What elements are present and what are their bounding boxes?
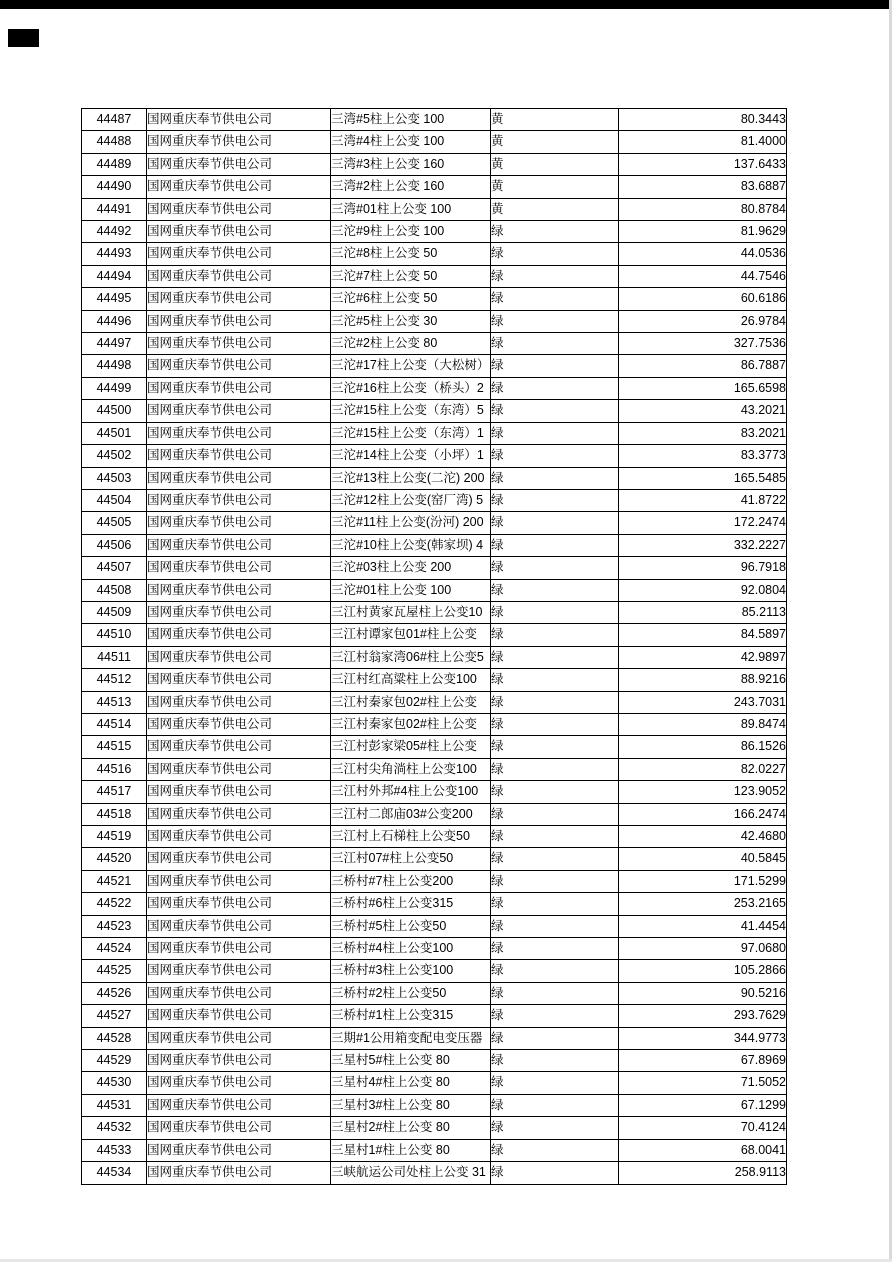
cell-company: 国网重庆奉节供电公司	[147, 938, 331, 960]
cell-value: 84.5897	[619, 624, 787, 646]
cell-device: 三沱#03柱上公变 200	[331, 557, 491, 579]
cell-device: 三桥村#6柱上公变315	[331, 893, 491, 915]
cell-device: 三江村秦家包02#柱上公变	[331, 713, 491, 735]
cell-device: 三江村外邦#4柱上公变100	[331, 781, 491, 803]
cell-company: 国网重庆奉节供电公司	[147, 915, 331, 937]
cell-status: 绿	[491, 310, 619, 332]
cell-id: 44496	[82, 310, 147, 332]
scan-top-bar	[0, 0, 892, 9]
cell-id: 44497	[82, 333, 147, 355]
cell-value: 86.1526	[619, 736, 787, 758]
table-row	[82, 400, 787, 422]
cell-company: 国网重庆奉节供电公司	[147, 713, 331, 735]
cell-value: 137.6433	[619, 153, 787, 175]
table-row	[82, 1005, 787, 1027]
cell-status: 绿	[491, 265, 619, 287]
cell-device: 三沱#9柱上公变 100	[331, 221, 491, 243]
cell-id: 44499	[82, 377, 147, 399]
cell-id: 44521	[82, 870, 147, 892]
cell-company: 国网重庆奉节供电公司	[147, 826, 331, 848]
cell-id: 44534	[82, 1162, 147, 1184]
cell-device: 三沱#13柱上公变(二沱) 200	[331, 467, 491, 489]
cell-company: 国网重庆奉节供电公司	[147, 400, 331, 422]
cell-status: 绿	[491, 938, 619, 960]
cell-value: 44.0536	[619, 243, 787, 265]
cell-id: 44492	[82, 221, 147, 243]
cell-value: 83.2021	[619, 422, 787, 444]
table-row	[82, 803, 787, 825]
table-row	[82, 938, 787, 960]
cell-status: 绿	[491, 848, 619, 870]
cell-device: 三星村3#柱上公变 80	[331, 1094, 491, 1116]
cell-value: 258.9113	[619, 1162, 787, 1184]
cell-value: 67.8969	[619, 1050, 787, 1072]
table-row	[82, 333, 787, 355]
cell-company: 国网重庆奉节供电公司	[147, 669, 331, 691]
cell-status: 绿	[491, 1072, 619, 1094]
table-row	[82, 131, 787, 153]
cell-value: 243.7031	[619, 691, 787, 713]
cell-id: 44495	[82, 288, 147, 310]
cell-company: 国网重庆奉节供电公司	[147, 1117, 331, 1139]
cell-device: 三江村谭家包01#柱上公变	[331, 624, 491, 646]
cell-id: 44491	[82, 198, 147, 220]
cell-value: 171.5299	[619, 870, 787, 892]
table-row	[82, 826, 787, 848]
cell-status: 绿	[491, 221, 619, 243]
table-row	[82, 624, 787, 646]
cell-value: 293.7629	[619, 1005, 787, 1027]
cell-id: 44504	[82, 489, 147, 511]
table-row	[82, 1050, 787, 1072]
cell-company: 国网重庆奉节供电公司	[147, 333, 331, 355]
cell-company: 国网重庆奉节供电公司	[147, 198, 331, 220]
cell-company: 国网重庆奉节供电公司	[147, 489, 331, 511]
cell-status: 绿	[491, 870, 619, 892]
cell-device: 三沱#5柱上公变 30	[331, 310, 491, 332]
cell-id: 44488	[82, 131, 147, 153]
cell-id: 44502	[82, 445, 147, 467]
cell-device: 三沱#01柱上公变 100	[331, 579, 491, 601]
table-row	[82, 960, 787, 982]
cell-company: 国网重庆奉节供电公司	[147, 109, 331, 131]
cell-value: 42.9897	[619, 646, 787, 668]
table-body	[82, 109, 787, 1185]
cell-id: 44505	[82, 512, 147, 534]
table-row	[82, 377, 787, 399]
cell-status: 绿	[491, 713, 619, 735]
cell-status: 绿	[491, 960, 619, 982]
cell-value: 105.2866	[619, 960, 787, 982]
cell-value: 81.4000	[619, 131, 787, 153]
table-row	[82, 288, 787, 310]
data-table	[81, 108, 787, 1185]
cell-value: 172.2474	[619, 512, 787, 534]
cell-company: 国网重庆奉节供电公司	[147, 1094, 331, 1116]
cell-id: 44508	[82, 579, 147, 601]
cell-id: 44490	[82, 176, 147, 198]
table-row	[82, 646, 787, 668]
cell-status: 绿	[491, 489, 619, 511]
cell-value: 80.8784	[619, 198, 787, 220]
cell-id: 44493	[82, 243, 147, 265]
cell-status: 绿	[491, 355, 619, 377]
cell-device: 三星村4#柱上公变 80	[331, 1072, 491, 1094]
cell-status: 绿	[491, 601, 619, 623]
cell-device: 三沱#15柱上公变（东湾）5	[331, 400, 491, 422]
cell-id: 44524	[82, 938, 147, 960]
cell-company: 国网重庆奉节供电公司	[147, 557, 331, 579]
cell-device: 三江村二郎庙03#公变200	[331, 803, 491, 825]
cell-company: 国网重庆奉节供电公司	[147, 646, 331, 668]
cell-id: 44522	[82, 893, 147, 915]
cell-id: 44513	[82, 691, 147, 713]
cell-status: 绿	[491, 803, 619, 825]
cell-value: 42.4680	[619, 826, 787, 848]
table-row	[82, 915, 787, 937]
cell-status: 绿	[491, 422, 619, 444]
cell-device: 三期#1公用箱变配电变压器	[331, 1027, 491, 1049]
cell-company: 国网重庆奉节供电公司	[147, 781, 331, 803]
cell-device: 三沱#6柱上公变 50	[331, 288, 491, 310]
table-row	[82, 669, 787, 691]
table-row	[82, 557, 787, 579]
cell-value: 80.3443	[619, 109, 787, 131]
table-row	[82, 153, 787, 175]
cell-id: 44511	[82, 646, 147, 668]
cell-id: 44520	[82, 848, 147, 870]
cell-status: 绿	[491, 1094, 619, 1116]
cell-id: 44507	[82, 557, 147, 579]
cell-company: 国网重庆奉节供电公司	[147, 243, 331, 265]
cell-value: 89.8474	[619, 713, 787, 735]
table-row	[82, 1094, 787, 1116]
cell-id: 44503	[82, 467, 147, 489]
cell-company: 国网重庆奉节供电公司	[147, 445, 331, 467]
cell-value: 83.6887	[619, 176, 787, 198]
cell-status: 绿	[491, 1117, 619, 1139]
cell-company: 国网重庆奉节供电公司	[147, 1162, 331, 1184]
cell-company: 国网重庆奉节供电公司	[147, 579, 331, 601]
cell-value: 165.5485	[619, 467, 787, 489]
table-row	[82, 1117, 787, 1139]
cell-device: 三湾#5柱上公变 100	[331, 109, 491, 131]
cell-value: 90.5216	[619, 982, 787, 1004]
table-row	[82, 422, 787, 444]
cell-value: 71.5052	[619, 1072, 787, 1094]
cell-id: 44517	[82, 781, 147, 803]
cell-device: 三沱#11柱上公变(汾河) 200	[331, 512, 491, 534]
cell-value: 40.5845	[619, 848, 787, 870]
cell-device: 三沱#15柱上公变（东湾）1	[331, 422, 491, 444]
cell-company: 国网重庆奉节供电公司	[147, 758, 331, 780]
table-row	[82, 781, 787, 803]
cell-status: 黄	[491, 198, 619, 220]
cell-status: 黄	[491, 131, 619, 153]
cell-company: 国网重庆奉节供电公司	[147, 377, 331, 399]
cell-device: 三沱#17柱上公变（大松树）	[331, 355, 491, 377]
cell-device: 三沱#8柱上公变 50	[331, 243, 491, 265]
cell-value: 26.9784	[619, 310, 787, 332]
cell-id: 44510	[82, 624, 147, 646]
cell-id: 44529	[82, 1050, 147, 1072]
cell-company: 国网重庆奉节供电公司	[147, 1050, 331, 1072]
cell-device: 三沱#12柱上公变(窑厂湾) 5	[331, 489, 491, 511]
cell-company: 国网重庆奉节供电公司	[147, 601, 331, 623]
cell-id: 44527	[82, 1005, 147, 1027]
table-row	[82, 109, 787, 131]
cell-id: 44501	[82, 422, 147, 444]
cell-status: 绿	[491, 982, 619, 1004]
table-row	[82, 355, 787, 377]
cell-id: 44533	[82, 1139, 147, 1161]
cell-value: 85.2113	[619, 601, 787, 623]
table-row	[82, 601, 787, 623]
cell-company: 国网重庆奉节供电公司	[147, 467, 331, 489]
cell-status: 绿	[491, 534, 619, 556]
cell-id: 44530	[82, 1072, 147, 1094]
cell-device: 三江村红高粱柱上公变100	[331, 669, 491, 691]
cell-company: 国网重庆奉节供电公司	[147, 221, 331, 243]
table-row	[82, 982, 787, 1004]
cell-device: 三江村翁家湾06#柱上公变5	[331, 646, 491, 668]
cell-company: 国网重庆奉节供电公司	[147, 153, 331, 175]
cell-device: 三星村2#柱上公变 80	[331, 1117, 491, 1139]
cell-value: 68.0041	[619, 1139, 787, 1161]
cell-id: 44514	[82, 713, 147, 735]
scan-artifact-mark	[8, 29, 39, 47]
cell-device: 三沱#2柱上公变 80	[331, 333, 491, 355]
cell-value: 43.2021	[619, 400, 787, 422]
cell-status: 绿	[491, 1005, 619, 1027]
table-row	[82, 713, 787, 735]
cell-company: 国网重庆奉节供电公司	[147, 288, 331, 310]
cell-value: 81.9629	[619, 221, 787, 243]
cell-value: 96.7918	[619, 557, 787, 579]
cell-value: 344.9773	[619, 1027, 787, 1049]
cell-status: 绿	[491, 893, 619, 915]
table-row	[82, 489, 787, 511]
cell-company: 国网重庆奉节供电公司	[147, 691, 331, 713]
table-row	[82, 534, 787, 556]
cell-status: 黄	[491, 176, 619, 198]
cell-status: 绿	[491, 781, 619, 803]
cell-status: 绿	[491, 445, 619, 467]
cell-company: 国网重庆奉节供电公司	[147, 1072, 331, 1094]
cell-id: 44519	[82, 826, 147, 848]
cell-id: 44523	[82, 915, 147, 937]
cell-device: 三桥村#2柱上公变50	[331, 982, 491, 1004]
cell-status: 绿	[491, 1050, 619, 1072]
cell-device: 三星村5#柱上公变 80	[331, 1050, 491, 1072]
cell-id: 44516	[82, 758, 147, 780]
cell-value: 97.0680	[619, 938, 787, 960]
cell-company: 国网重庆奉节供电公司	[147, 848, 331, 870]
cell-device: 三桥村#1柱上公变315	[331, 1005, 491, 1027]
cell-value: 82.0227	[619, 758, 787, 780]
cell-device: 三桥村#3柱上公变100	[331, 960, 491, 982]
cell-device: 三星村1#柱上公变 80	[331, 1139, 491, 1161]
table-row	[82, 243, 787, 265]
cell-device: 三桥村#5柱上公变50	[331, 915, 491, 937]
cell-status: 绿	[491, 1027, 619, 1049]
cell-id: 44528	[82, 1027, 147, 1049]
cell-status: 绿	[491, 467, 619, 489]
cell-device: 三桥村#4柱上公变100	[331, 938, 491, 960]
cell-company: 国网重庆奉节供电公司	[147, 1027, 331, 1049]
cell-company: 国网重庆奉节供电公司	[147, 534, 331, 556]
table-row	[82, 758, 787, 780]
cell-company: 国网重庆奉节供电公司	[147, 131, 331, 153]
cell-device: 三江村黄家瓦屋柱上公变10	[331, 601, 491, 623]
cell-device: 三湾#2柱上公变 160	[331, 176, 491, 198]
cell-value: 166.2474	[619, 803, 787, 825]
cell-id: 44531	[82, 1094, 147, 1116]
cell-id: 44498	[82, 355, 147, 377]
cell-device: 三江村彭家梁05#柱上公变	[331, 736, 491, 758]
cell-status: 黄	[491, 153, 619, 175]
cell-status: 绿	[491, 1139, 619, 1161]
cell-company: 国网重庆奉节供电公司	[147, 803, 331, 825]
cell-device: 三沱#16柱上公变（桥头）2	[331, 377, 491, 399]
cell-status: 黄	[491, 109, 619, 131]
cell-device: 三沱#14柱上公变（小坪）1	[331, 445, 491, 467]
cell-device: 三江村尖角淌柱上公变100	[331, 758, 491, 780]
table-row	[82, 512, 787, 534]
cell-company: 国网重庆奉节供电公司	[147, 512, 331, 534]
cell-value: 327.7536	[619, 333, 787, 355]
table-row	[82, 579, 787, 601]
table-row	[82, 310, 787, 332]
cell-status: 绿	[491, 557, 619, 579]
table-row	[82, 221, 787, 243]
cell-id: 44487	[82, 109, 147, 131]
cell-value: 67.1299	[619, 1094, 787, 1116]
cell-device: 三峡航运公司处柱上公变 31	[331, 1162, 491, 1184]
cell-value: 60.6186	[619, 288, 787, 310]
cell-company: 国网重庆奉节供电公司	[147, 1139, 331, 1161]
cell-status: 绿	[491, 400, 619, 422]
table-row	[82, 265, 787, 287]
cell-id: 44500	[82, 400, 147, 422]
cell-company: 国网重庆奉节供电公司	[147, 982, 331, 1004]
table-row	[82, 1027, 787, 1049]
table-row	[82, 198, 787, 220]
cell-id: 44512	[82, 669, 147, 691]
cell-id: 44526	[82, 982, 147, 1004]
cell-company: 国网重庆奉节供电公司	[147, 265, 331, 287]
cell-status: 绿	[491, 826, 619, 848]
cell-status: 绿	[491, 243, 619, 265]
cell-company: 国网重庆奉节供电公司	[147, 893, 331, 915]
cell-id: 44518	[82, 803, 147, 825]
table-row	[82, 736, 787, 758]
cell-value: 83.3773	[619, 445, 787, 467]
cell-company: 国网重庆奉节供电公司	[147, 624, 331, 646]
cell-status: 绿	[491, 736, 619, 758]
cell-company: 国网重庆奉节供电公司	[147, 1005, 331, 1027]
cell-value: 88.9216	[619, 669, 787, 691]
cell-status: 绿	[491, 691, 619, 713]
cell-id: 44489	[82, 153, 147, 175]
cell-status: 绿	[491, 646, 619, 668]
cell-status: 绿	[491, 579, 619, 601]
cell-status: 绿	[491, 1162, 619, 1184]
cell-device: 三桥村#7柱上公变200	[331, 870, 491, 892]
table-row	[82, 445, 787, 467]
table-row	[82, 176, 787, 198]
cell-status: 绿	[491, 669, 619, 691]
cell-value: 44.7546	[619, 265, 787, 287]
cell-id: 44525	[82, 960, 147, 982]
cell-status: 绿	[491, 377, 619, 399]
table-row	[82, 1072, 787, 1094]
cell-company: 国网重庆奉节供电公司	[147, 355, 331, 377]
cell-value: 41.4454	[619, 915, 787, 937]
cell-value: 123.9052	[619, 781, 787, 803]
cell-id: 44515	[82, 736, 147, 758]
cell-company: 国网重庆奉节供电公司	[147, 176, 331, 198]
cell-value: 70.4124	[619, 1117, 787, 1139]
cell-id: 44532	[82, 1117, 147, 1139]
cell-value: 86.7887	[619, 355, 787, 377]
cell-device: 三江村上石梯柱上公变50	[331, 826, 491, 848]
cell-company: 国网重庆奉节供电公司	[147, 870, 331, 892]
cell-status: 绿	[491, 288, 619, 310]
cell-id: 44509	[82, 601, 147, 623]
table-row	[82, 467, 787, 489]
cell-id: 44506	[82, 534, 147, 556]
cell-device: 三湾#3柱上公变 160	[331, 153, 491, 175]
cell-company: 国网重庆奉节供电公司	[147, 960, 331, 982]
cell-value: 253.2165	[619, 893, 787, 915]
cell-company: 国网重庆奉节供电公司	[147, 310, 331, 332]
cell-value: 332.2227	[619, 534, 787, 556]
cell-company: 国网重庆奉节供电公司	[147, 422, 331, 444]
table-row	[82, 1139, 787, 1161]
table-row	[82, 848, 787, 870]
cell-id: 44494	[82, 265, 147, 287]
table-row	[82, 893, 787, 915]
cell-device: 三沱#10柱上公变(韩家坝) 4	[331, 534, 491, 556]
cell-device: 三湾#01柱上公变 100	[331, 198, 491, 220]
cell-value: 92.0804	[619, 579, 787, 601]
cell-status: 绿	[491, 512, 619, 534]
cell-status: 绿	[491, 624, 619, 646]
cell-value: 41.8722	[619, 489, 787, 511]
cell-device: 三沱#7柱上公变 50	[331, 265, 491, 287]
cell-company: 国网重庆奉节供电公司	[147, 736, 331, 758]
cell-status: 绿	[491, 333, 619, 355]
cell-device: 三江村07#柱上公变50	[331, 848, 491, 870]
cell-status: 绿	[491, 915, 619, 937]
table-row	[82, 870, 787, 892]
cell-device: 三江村秦家包02#柱上公变	[331, 691, 491, 713]
table-row	[82, 1162, 787, 1184]
cell-device: 三湾#4柱上公变 100	[331, 131, 491, 153]
table-row	[82, 691, 787, 713]
cell-status: 绿	[491, 758, 619, 780]
cell-value: 165.6598	[619, 377, 787, 399]
